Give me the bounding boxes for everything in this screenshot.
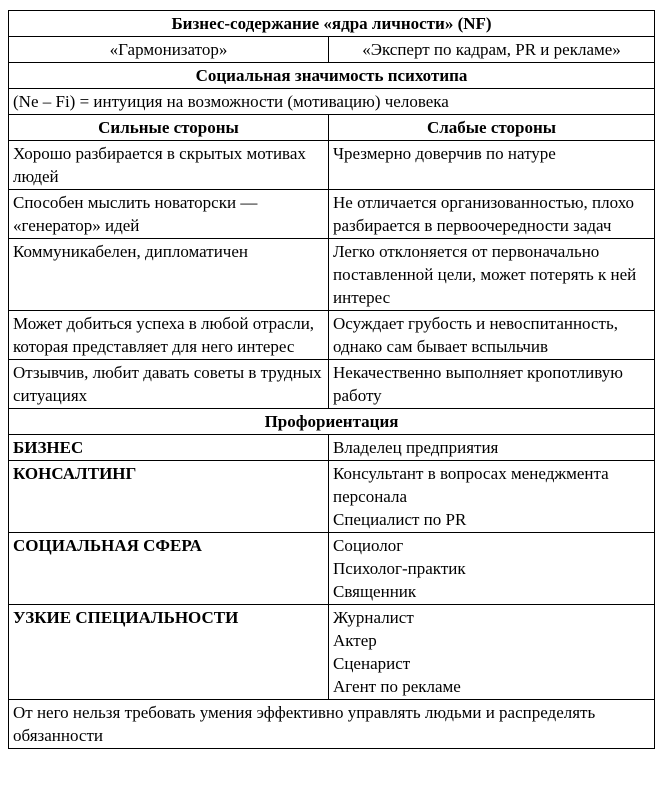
career-job: Социолог (333, 536, 404, 555)
career-job: Актер (333, 631, 377, 650)
section-career-row (9, 409, 655, 435)
psychotype-table (8, 10, 655, 749)
weaknesses-header: Слабые стороны (329, 115, 655, 141)
table-row (9, 311, 655, 360)
weakness-cell: Чрезмерно доверчив по натуре (329, 141, 655, 190)
header-left: «Гармонизатор» (9, 37, 329, 63)
career-job: Специалист по PR (333, 510, 467, 529)
strength-cell: Может добиться успеха в любой отрасли, которая представляет для него интерес (9, 311, 329, 360)
career-row (9, 435, 655, 461)
weakness-cell: Не отличается организованностью, плохо разбирается в первоочередности задач (329, 190, 655, 239)
strength-cell: Хорошо разбирается в скрытых мотивах людей (9, 141, 329, 190)
strength-cell: Коммуникабелен, дипломатичен (9, 239, 329, 311)
section-career-heading: Профориентация (9, 409, 655, 435)
table-row (9, 239, 655, 311)
career-jobs (329, 435, 655, 461)
table-title: Бизнес-содержание «ядра личности» (NF) (9, 11, 655, 37)
career-job: Священник (333, 582, 417, 601)
career-job: Психолог-практик (333, 559, 466, 578)
table-row (9, 141, 655, 190)
table-row (9, 190, 655, 239)
career-field: БИЗНЕС (9, 435, 329, 461)
footer-note: От него нельзя требовать умения эффективно управлять людьми и распределять обязанности (9, 700, 655, 749)
career-job: Владелец предприятия (333, 438, 499, 457)
title-row (9, 11, 655, 37)
social-description: (Ne – Fi) = интуиция на возможности (мотивацию) человека (9, 89, 655, 115)
header-right: «Эксперт по кадрам, PR и рекламе» (329, 37, 655, 63)
career-jobs (329, 461, 655, 533)
social-description-row (9, 89, 655, 115)
header-row (9, 37, 655, 63)
career-job: Агент по рекламе (333, 677, 461, 696)
weakness-cell: Осуждает грубость и невоспитанность, однако сам бывает вспыльчив (329, 311, 655, 360)
career-row (9, 605, 655, 700)
footer-row (9, 700, 655, 749)
career-field: УЗКИЕ СПЕЦИАЛЬНОСТИ (9, 605, 329, 700)
career-row (9, 461, 655, 533)
weakness-cell: Легко отклоняется от первоначально поставленной цели, может потерять к ней интерес (329, 239, 655, 311)
table-row (9, 360, 655, 409)
section-social-row (9, 63, 655, 89)
career-job: Журналист (333, 608, 414, 627)
strengths-header: Сильные стороны (9, 115, 329, 141)
careers-body (9, 435, 655, 700)
strength-cell: Способен мыслить новаторски — «генератор» идей (9, 190, 329, 239)
career-jobs (329, 605, 655, 700)
columns-header-row (9, 115, 655, 141)
career-field: СОЦИАЛЬНАЯ СФЕРА (9, 533, 329, 605)
section-social-heading: Социальная значимость психотипа (9, 63, 655, 89)
weakness-cell: Некачественно выполняет кропотливую работу (329, 360, 655, 409)
career-jobs (329, 533, 655, 605)
strength-cell: Отзывчив, любит давать советы в трудных ситуациях (9, 360, 329, 409)
traits-body (9, 141, 655, 409)
career-field: КОНСАЛТИНГ (9, 461, 329, 533)
career-row (9, 533, 655, 605)
career-job: Сценарист (333, 654, 411, 673)
career-job: Консультант в вопросах менеджмента персонала (333, 464, 609, 506)
